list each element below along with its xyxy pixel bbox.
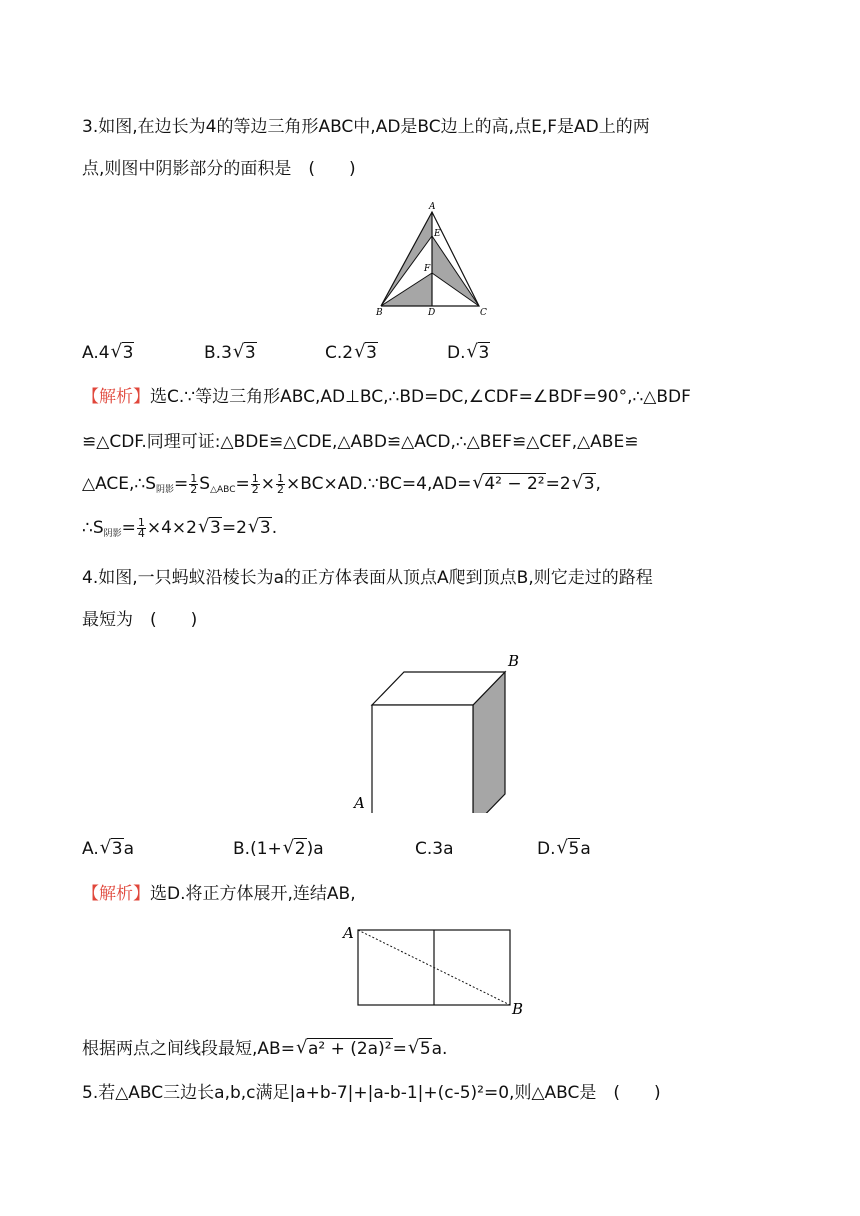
sqrt: √ 3 <box>100 838 124 860</box>
sqrt: √ 5 <box>408 1038 432 1060</box>
label-C: C <box>480 308 487 318</box>
q3-stem-line2: 点,则图中阴影部分的面积是 ( ) <box>82 159 356 179</box>
cube-label-A: A <box>354 794 365 812</box>
q4-stem-line2: 最短为 ( ) <box>82 610 198 630</box>
fraction: $\frac{1}{2}$ <box>251 471 259 496</box>
q4-solution-line2: 根据两点之间线段最短,AB=√ a² + (2a)²=√ 5a. <box>82 1038 447 1060</box>
sqrt: √ 3 <box>572 473 596 495</box>
solution-tag: 【解析】 <box>82 387 150 407</box>
label-E: E <box>434 229 441 239</box>
sqrt: √ 5 <box>557 838 581 860</box>
label-D: D <box>428 308 436 318</box>
fraction: $\frac{1}{2}$ <box>276 471 284 496</box>
fraction: $\frac{1}{4}$ <box>137 515 145 540</box>
cube-front-face <box>372 705 473 813</box>
sqrt: √ 4² − 2² <box>472 473 545 495</box>
triangle-figure <box>370 198 510 318</box>
solution-tag: 【解析】 <box>82 884 150 904</box>
q4-option-d: D.√ 5a <box>537 838 591 860</box>
q3-solution-line1: 【解析】选C.∵等边三角形ABC,AD⊥BC,∴BD=DC,∠CDF=∠BDF=90°,∴△BDF <box>82 387 691 407</box>
q3-option-a: A.4√ 3 <box>82 342 134 364</box>
sqrt: √ 3 <box>467 342 491 364</box>
label-A: A <box>429 202 436 212</box>
cube-label-B: B <box>508 652 520 670</box>
label-B: B <box>376 308 383 318</box>
fraction: $\frac{1}{2}$ <box>190 471 198 496</box>
sqrt: √ a² + (2a)² <box>296 1038 393 1060</box>
net-label-A: A <box>343 924 354 942</box>
q3-solution-line3: $\triangle ACE,\therefore S_{阴影}=$ $\frac{1}{2}$ $S_{\triangle ABC}=$ $\frac{1}{2}$ × $\frac{1}{2}$ ×BC×AD.∵BC=4,AD=√ 4² − 2²=2√ 3, <box>82 473 601 501</box>
sqrt: √ 3 <box>198 517 222 539</box>
q3-solution-line2: ≌△CDF.同理可证:△BDE≌△CDE,△ABD≌△ACD,∴△BEF≌△CEF,△ABE≌ <box>82 432 639 452</box>
q4-option-a: A.√ 3a <box>82 838 134 860</box>
label-F: F <box>424 264 431 274</box>
sqrt: √ 3 <box>248 517 272 539</box>
q4-option-b: B.(1+√ 2)a <box>233 838 324 860</box>
q3-solution-line4: $\therefore S_{阴影}=$ $\frac{1}{4}$ ×4×2√ 3=2√ 3. <box>82 517 277 545</box>
sqrt: √ 3 <box>111 342 135 364</box>
sqrt: √ 2 <box>283 838 307 860</box>
q3-option-b: B.3√ 3 <box>204 342 257 364</box>
net-label-B: B <box>512 1000 524 1017</box>
sqrt: √ 3 <box>233 342 257 364</box>
q4-option-c: C.3a <box>415 839 454 859</box>
cube-figure <box>348 648 528 813</box>
q3-stem-line1: 3.如图,在边长为4的等边三角形ABC中,AD是BC边上的高,点E,F是AD上的两 <box>82 117 650 137</box>
sqrt: √ 3 <box>354 342 378 364</box>
cube-net-figure <box>340 922 530 1017</box>
q4-stem-line1: 4.如图,一只蚂蚁沿棱长为a的正方体表面从顶点A爬到顶点B,则它走过的路程 <box>82 568 653 588</box>
q5-stem-line1: 5.若△ABC三边长a,b,c满足|a+b-7|+|a-b-1|+(c-5)²=0,则△ABC是 ( ) <box>82 1083 661 1103</box>
q3-option-d: D.√ 3 <box>447 342 490 364</box>
q4-solution-line1: 【解析】选D.将正方体展开,连结AB, <box>82 884 356 904</box>
q3-option-c: C.2√ 3 <box>325 342 378 364</box>
